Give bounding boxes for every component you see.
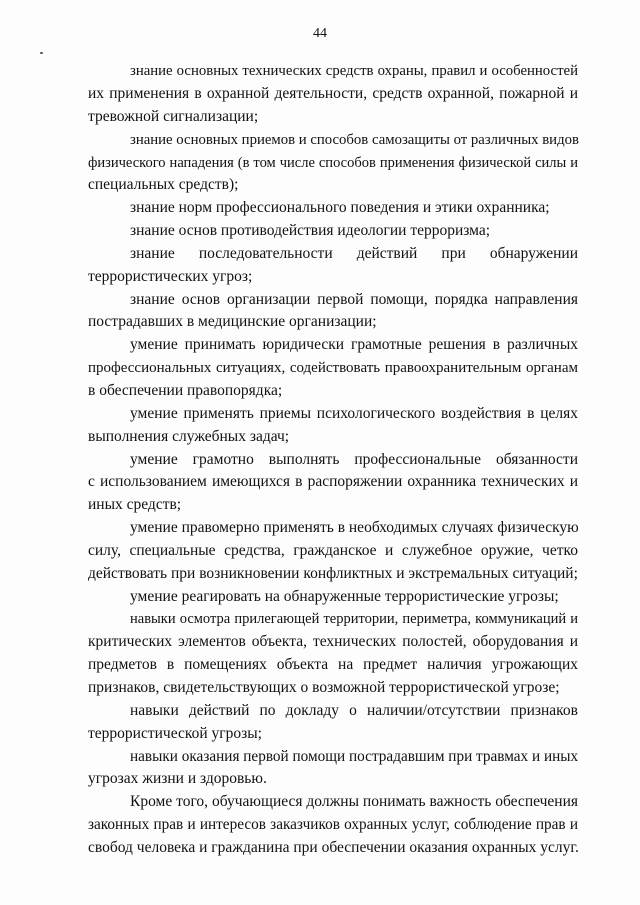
text-line: силу, специальные средства, гражданское и служебное оружие, четко [88, 542, 578, 559]
text-line: навыки действий по докладу о наличии/отсутствии признаков [130, 702, 578, 719]
text-line: умение применять приемы психологического воздействия в целях [130, 405, 578, 422]
text-line: в обеспечении правопорядка; [88, 382, 283, 399]
text-line: свобод человека и гражданина при обеспечении оказания охранных услуг. [88, 839, 579, 856]
text-line: знание основ противодействия идеологии терроризма; [130, 222, 491, 239]
text-line: умение принимать юридически грамотные решения в различных [130, 336, 578, 353]
text-line: действовать при возникновении конфликтных и экстремальных ситуаций; [88, 565, 578, 582]
text-line: их применения в охранной деятельности, средств охранной, пожарной и [88, 85, 578, 102]
text-line: террористических угроз; [88, 268, 253, 285]
text-line: специальных средств); [88, 176, 239, 193]
text-line: умение реагировать на обнаруженные террористические угрозы; [130, 588, 559, 605]
text-line: навыки оказания первой помощи пострадавшим при травмах и иных [130, 748, 579, 765]
text-line: знание основных приемов и способов самозащиты от различных видов [130, 132, 579, 148]
text-line: знание основ организации первой помощи, порядка направления [130, 291, 578, 308]
text-line: Кроме того, обучающиеся должны понимать важность обеспечения [130, 793, 578, 810]
text-line: знание основных технических средств охраны, правил и особенностей [130, 63, 578, 79]
text-line: умение правомерно применять в необходимых случаях физическую [130, 519, 579, 536]
text-line: с использованием имеющихся в распоряжении охранника технических и [88, 473, 578, 490]
text-line: умение грамотно выполнять профессиональные обязанности [130, 451, 578, 468]
text-line: знание последовательности действий при обнаружении [130, 245, 578, 262]
text-line: выполнения служебных задач; [88, 428, 290, 445]
text-line: физического нападения (в том числе способов применения физической силы и [88, 155, 578, 171]
text-line: пострадавших в медицинские организации; [88, 313, 377, 330]
text-line: тревожной сигнализации; [88, 108, 259, 125]
text-line: угрозах жизни и здоровью. [88, 770, 267, 787]
page-number: 44 [313, 26, 327, 41]
text-line: предметов в помещениях объекта на предмет наличия угрожающих [88, 656, 578, 673]
text-line: критических элементов объекта, технических полостей, оборудования и [88, 633, 578, 650]
text-line: знание норм профессионального поведения и этики охранника; [130, 199, 550, 216]
text-line: навыки осмотра прилегающей территории, периметра, коммуникаций и [130, 611, 578, 627]
text-line: признаков, свидетельствующих о возможной террористической угрозе; [88, 679, 560, 696]
margin-mark [40, 52, 43, 54]
text-line: законных прав и интересов заказчиков охранных услуг, соблюдение прав и [88, 816, 578, 833]
text-line: иных средств; [88, 496, 182, 513]
text-line: профессиональных ситуациях, содействовать правоохранительным органам [88, 360, 578, 376]
text-line: террористической угрозы; [88, 725, 262, 742]
